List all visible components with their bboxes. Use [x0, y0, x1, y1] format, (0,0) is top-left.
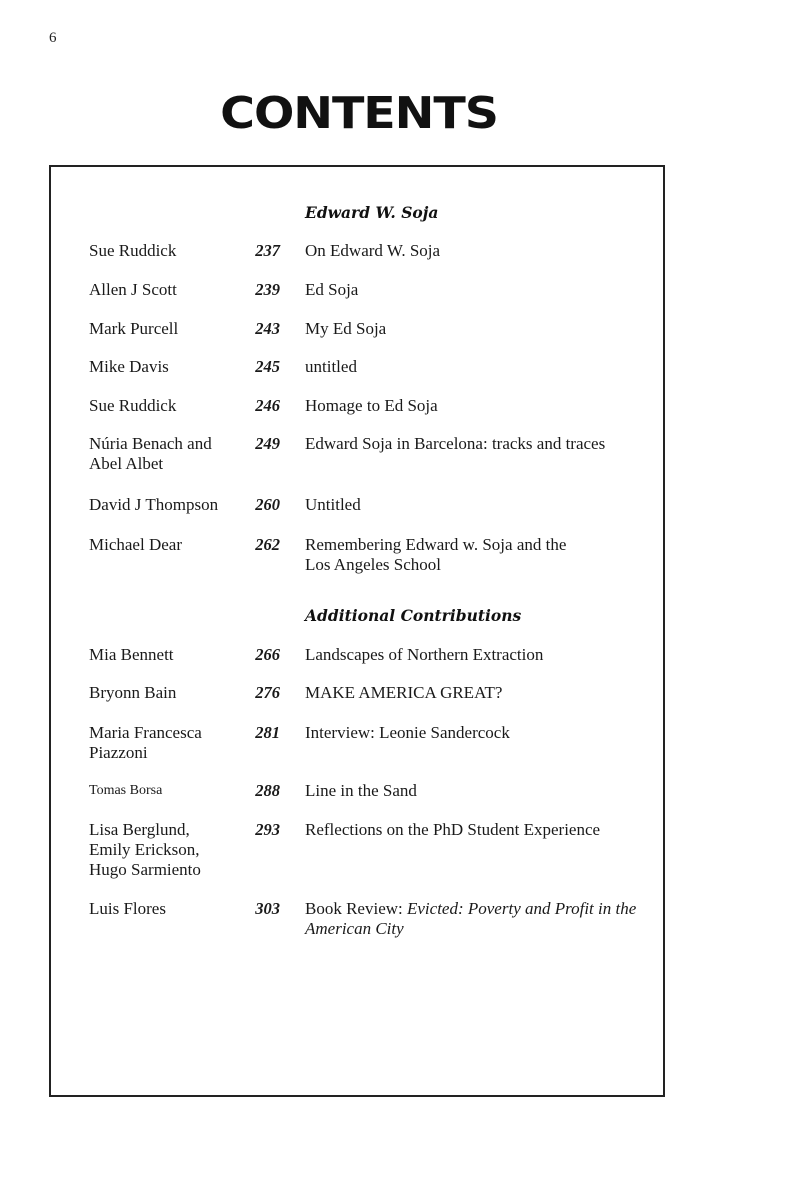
- entry-page-number: 260: [255, 495, 280, 514]
- title-line: Edward Soja in Barcelona: tracks and traces: [305, 434, 606, 453]
- entry-title: [305, 781, 650, 801]
- entry-title: [305, 645, 650, 665]
- entry-title: [305, 319, 650, 339]
- entry-author: [89, 683, 239, 703]
- author-line: Hugo Sarmiento: [89, 860, 201, 879]
- entry-page-number: 262: [255, 535, 280, 554]
- entry-title: [305, 357, 650, 377]
- author-line: Michael Dear: [89, 535, 182, 554]
- author-line: Tomas Borsa: [89, 783, 163, 798]
- contents-frame: [49, 165, 665, 1097]
- entry-author: [89, 820, 239, 880]
- entry-author: [89, 535, 239, 555]
- title-line: Homage to Ed Soja: [305, 396, 438, 415]
- entry-title: [305, 495, 650, 515]
- author-line: Emily Erickson,: [89, 840, 200, 859]
- title-line: untitled: [305, 357, 357, 376]
- author-line: Núria Benach and: [89, 434, 212, 453]
- title-line: Reflections on the PhD Student Experience: [305, 820, 601, 839]
- book-title-italic: American City: [305, 919, 404, 938]
- author-line: Mia Bennett: [89, 645, 174, 664]
- entry-title: [305, 280, 650, 300]
- page-number: 6: [49, 30, 57, 46]
- entry-page-number: 249: [255, 434, 280, 453]
- author-line: Sue Ruddick: [89, 396, 177, 415]
- entry-author: [89, 319, 239, 339]
- entry-page-number: 266: [255, 645, 280, 664]
- title-line: MAKE AMERICA GREAT?: [305, 683, 503, 702]
- entry-author: [89, 280, 239, 300]
- book-title-italic: Evicted: Poverty and Profit in the: [407, 899, 637, 918]
- book-review-prefix: Book Review:: [305, 899, 407, 918]
- entry-author: [89, 645, 239, 665]
- author-line: Piazzoni: [89, 743, 148, 762]
- title-line: My Ed Soja: [305, 319, 387, 338]
- entry-title: [305, 723, 650, 743]
- title-line: [305, 899, 650, 919]
- author-line: David J Thompson: [89, 495, 219, 514]
- entry-page-number: 276: [255, 683, 280, 702]
- author-line: Lisa Berglund,: [89, 820, 190, 839]
- entry-title: [305, 820, 650, 840]
- entry-page-number: 239: [255, 280, 280, 299]
- author-line: Mike Davis: [89, 357, 169, 376]
- page-title: CONTENTS: [220, 88, 498, 139]
- entry-author: [89, 434, 239, 474]
- entry-page-number: 281: [255, 723, 280, 742]
- entry-author: [89, 781, 239, 801]
- title-line: Remembering Edward w. Soja and the: [305, 535, 567, 554]
- entry-author: [89, 396, 239, 416]
- entry-title: [305, 535, 650, 575]
- entry-page-number: 303: [255, 899, 280, 918]
- entry-page-number: 246: [255, 396, 280, 415]
- entry-page-number: 288: [255, 781, 280, 800]
- author-line: Mark Purcell: [89, 319, 179, 338]
- entry-page-number: 237: [255, 241, 280, 260]
- entry-author: [89, 899, 239, 919]
- author-line: Bryonn Bain: [89, 683, 177, 702]
- title-line: Landscapes of Northern Extraction: [305, 645, 544, 664]
- title-line: Interview: Leonie Sandercock: [305, 723, 510, 742]
- section-heading: Edward W. Soja: [305, 203, 439, 222]
- entry-author: [89, 723, 239, 763]
- entry-page-number: 293: [255, 820, 280, 839]
- entry-title: [305, 683, 650, 703]
- entry-page-number: 243: [255, 319, 280, 338]
- entry-title: [305, 396, 650, 416]
- title-line: Line in the Sand: [305, 781, 417, 800]
- author-line: Abel Albet: [89, 454, 164, 473]
- title-line: On Edward W. Soja: [305, 241, 441, 260]
- author-line: Allen J Scott: [89, 280, 177, 299]
- author-line: Maria Francesca: [89, 723, 202, 742]
- entry-author: [89, 357, 239, 377]
- section-heading: Additional Contributions: [305, 606, 522, 625]
- title-line: Ed Soja: [305, 280, 359, 299]
- title-line: [305, 919, 650, 939]
- entry-title: [305, 241, 650, 261]
- title-line: Los Angeles School: [305, 555, 441, 574]
- author-line: Sue Ruddick: [89, 241, 177, 260]
- entry-title: [305, 899, 650, 939]
- author-line: Luis Flores: [89, 899, 166, 918]
- entry-page-number: 245: [255, 357, 280, 376]
- entry-author: [89, 495, 239, 515]
- entry-title: [305, 434, 650, 454]
- title-line: Untitled: [305, 495, 361, 514]
- entry-author: [89, 241, 239, 261]
